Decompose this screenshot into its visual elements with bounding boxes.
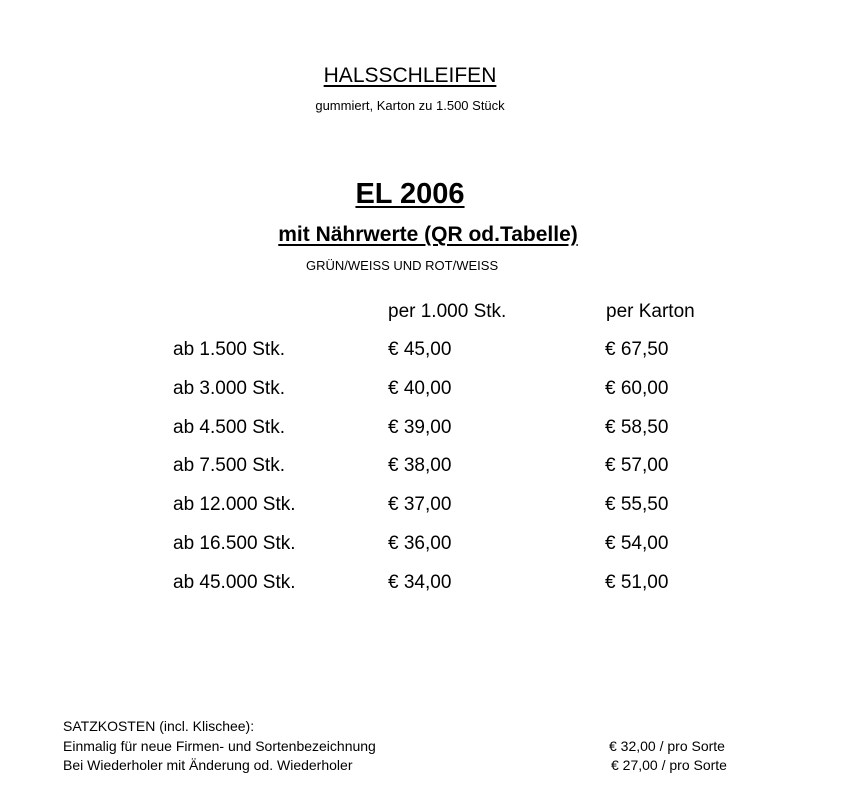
setup-cost-price-repeat: € 27,00 / pro Sorte <box>611 757 727 773</box>
page-title: HALSSCHLEIFEN <box>323 64 497 87</box>
table-row <box>173 533 733 572</box>
setup-cost-label-repeat: Bei Wiederholer mit Änderung od. Wiederholer <box>63 757 353 773</box>
price-per-karton-cell: € 51,00 <box>605 571 669 593</box>
product-name: EL 2006 <box>355 178 465 210</box>
quantity-cell: ab 16.500 Stk. <box>173 532 296 554</box>
price-per-karton-cell: € 58,50 <box>605 416 669 438</box>
price-per-1000-cell: € 38,00 <box>388 455 452 477</box>
quantity-cell: ab 7.500 Stk. <box>173 455 285 477</box>
page-subtitle: gummiert, Karton zu 1.500 Stück <box>315 98 505 113</box>
price-per-karton-cell: € 57,00 <box>605 455 669 477</box>
price-per-karton-cell: € 54,00 <box>605 532 669 554</box>
price-per-1000-cell: € 40,00 <box>388 377 452 399</box>
price-per-1000-cell: € 39,00 <box>388 416 452 438</box>
quantity-cell: ab 4.500 Stk. <box>173 416 285 438</box>
setup-cost-label-new: Einmalig für neue Firmen- und Sortenbezeichnung <box>63 738 376 754</box>
table-row <box>173 417 733 456</box>
price-per-1000-cell: € 37,00 <box>388 494 452 516</box>
table-row <box>173 455 733 494</box>
price-per-karton-cell: € 67,50 <box>605 339 669 360</box>
price-per-1000-cell: € 45,00 <box>388 339 452 360</box>
quantity-cell: ab 3.000 Stk. <box>173 377 285 399</box>
quantity-cell: ab 45.000 Stk. <box>173 571 296 593</box>
column-header-per-karton: per Karton <box>606 301 695 322</box>
price-per-karton-cell: € 55,50 <box>605 494 669 516</box>
column-header-per-1000: per 1.000 Stk. <box>388 301 507 322</box>
quantity-cell: ab 12.000 Stk. <box>173 494 296 516</box>
setup-cost-price-new: € 32,00 / pro Sorte <box>609 738 725 754</box>
table-row <box>173 339 733 378</box>
quantity-cell: ab 1.500 Stk. <box>173 339 285 360</box>
price-per-1000-cell: € 34,00 <box>388 571 452 593</box>
product-subtitle: mit Nährwerte (QR od.Tabelle) <box>278 223 578 246</box>
table-row <box>173 494 733 533</box>
price-table <box>173 339 733 611</box>
price-per-karton-cell: € 60,00 <box>605 377 669 399</box>
price-per-1000-cell: € 36,00 <box>388 532 452 554</box>
product-variants: GRÜN/WEISS UND ROT/WEISS <box>306 258 499 273</box>
setup-costs-heading: SATZKOSTEN (incl. Klischee): <box>63 718 255 734</box>
table-row <box>173 572 733 611</box>
table-row <box>173 378 733 417</box>
